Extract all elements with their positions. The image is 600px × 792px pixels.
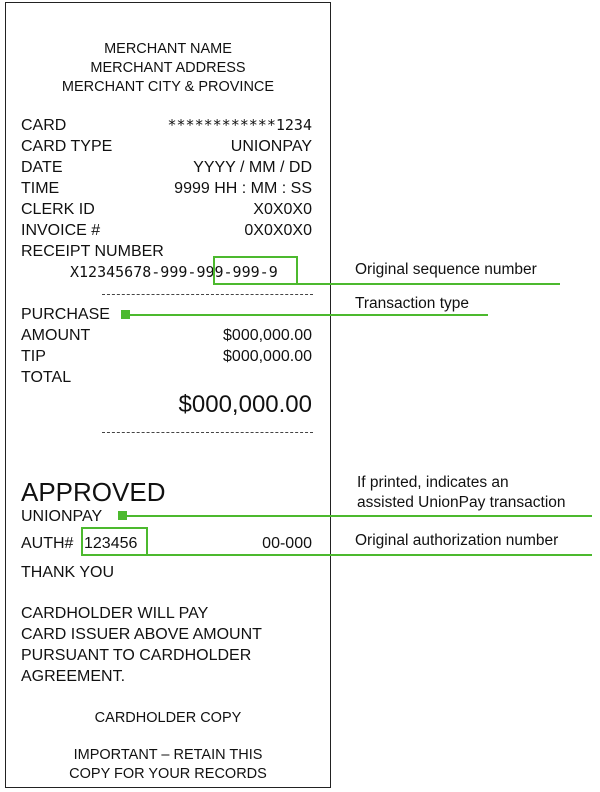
transaction-type: PURCHASE [21, 306, 110, 323]
card-brand: UNIONPAY [21, 508, 103, 525]
merchant-address: MERCHANT ADDRESS [90, 60, 246, 76]
amount-value: $000,000.00 [223, 327, 312, 344]
auth-label: AUTH# [21, 535, 74, 552]
important-notice: COPY FOR YOUR RECORDS [69, 766, 267, 782]
total-label: TOTAL [21, 369, 72, 386]
amount-label: AMOUNT [21, 327, 91, 344]
receipt-number-label: RECEIPT NUMBER [21, 243, 164, 260]
tip-value: $000,000.00 [223, 348, 312, 365]
divider [102, 432, 313, 433]
total-value: $000,000.00 [178, 391, 312, 418]
cardholder-copy: CARDHOLDER COPY [94, 710, 242, 726]
time-value: 9999 HH : MM : SS [174, 180, 312, 197]
approved-status: APPROVED [21, 477, 166, 507]
date-value: YYYY / MM / DD [193, 159, 312, 176]
agreement-line: PURSUANT TO CARDHOLDER [21, 647, 252, 664]
invoice-value: 0X0X0X0 [244, 222, 312, 239]
card-label: CARD [21, 117, 67, 134]
tip-label: TIP [21, 348, 46, 365]
card-type-value: UNIONPAY [230, 138, 312, 155]
annotation-assisted: If printed, indicates an [357, 474, 509, 491]
important-notice: IMPORTANT – RETAIN THIS [73, 747, 263, 763]
agreement-line: CARD ISSUER ABOVE AMOUNT [21, 626, 262, 643]
receipt-number-suffix: 9 [268, 263, 278, 281]
auth-highlight-box [81, 527, 148, 556]
agreement-line: CARDHOLDER WILL PAY [21, 605, 209, 622]
auth-number: 123456 [84, 535, 138, 552]
annotation-sequence: Original sequence number [355, 261, 537, 278]
date-label: DATE [21, 159, 63, 176]
sequence-highlight-box [213, 256, 298, 285]
divider [102, 294, 313, 295]
merchant-name: MERCHANT NAME [104, 41, 232, 57]
type-leader-line [130, 314, 488, 316]
assisted-marker [118, 511, 127, 520]
clerk-id-value: X0X0X0 [253, 201, 312, 218]
type-marker [121, 310, 130, 319]
agreement-line: AGREEMENT. [21, 668, 126, 685]
card-type-label: CARD TYPE [21, 138, 113, 155]
merchant-city: MERCHANT CITY & PROVINCE [61, 79, 275, 95]
time-label: TIME [21, 180, 60, 197]
clerk-id-label: CLERK ID [21, 201, 95, 218]
sequence-leader-line [298, 283, 560, 285]
annotation-type: Transaction type [355, 295, 470, 312]
response-code: 00-000 [262, 535, 312, 552]
invoice-label: INVOICE # [21, 222, 101, 239]
thank-you: THANK YOU [21, 564, 115, 581]
assisted-leader-line [127, 515, 592, 517]
annotation-assisted: assisted UnionPay transaction [357, 494, 566, 511]
auth-leader-line [148, 554, 592, 556]
receipt-number-prefix: X12345678-999- [70, 263, 197, 281]
annotation-auth: Original authorization number [355, 532, 559, 549]
card-number: ************1234 [167, 116, 312, 134]
receipt-sequence: 999-999- [196, 263, 269, 281]
